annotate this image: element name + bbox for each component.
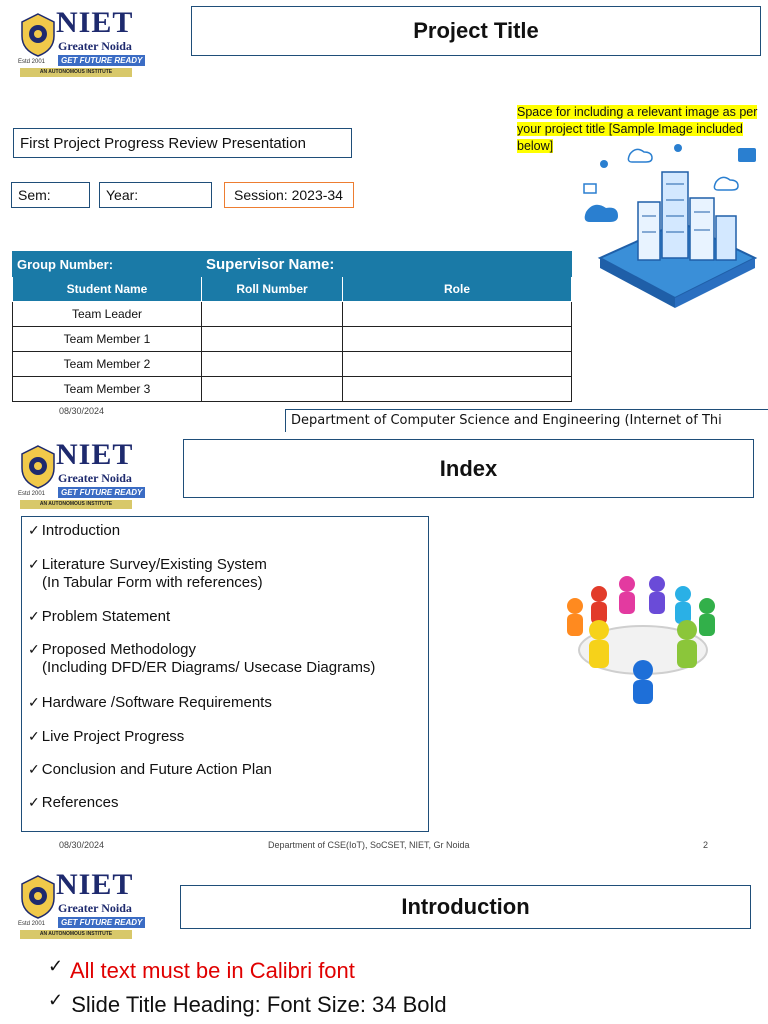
list-item[interactable] bbox=[48, 990, 447, 1018]
slide1-date: 08/30/2024 bbox=[59, 406, 105, 416]
index-title-box[interactable] bbox=[183, 439, 754, 498]
logo-autonomous: AN AUTONOMOUS INSTITUTE bbox=[20, 500, 132, 509]
list-item-label: References bbox=[41, 794, 119, 811]
smart-city-illustration bbox=[580, 140, 762, 320]
row-label: Team Member 2 bbox=[13, 352, 202, 377]
intro-title-box[interactable] bbox=[180, 885, 751, 929]
list-item-sub bbox=[42, 574, 263, 592]
sem-label: Sem: bbox=[18, 187, 51, 203]
table-row bbox=[13, 302, 572, 327]
table-row bbox=[13, 327, 572, 352]
supervisor-label: Supervisor Name: bbox=[202, 252, 572, 277]
check-icon: ✓ bbox=[28, 556, 40, 572]
check-icon: ✓ bbox=[28, 522, 40, 538]
list-item[interactable] bbox=[28, 555, 267, 574]
session-label: Session: 2023-34 bbox=[234, 187, 343, 203]
check-icon: ✓ bbox=[48, 956, 64, 976]
sem-field[interactable] bbox=[11, 182, 90, 208]
image-note-text: Space for including a relevant image as per your project title [Sample Image included below] bbox=[517, 105, 758, 153]
table-row bbox=[13, 377, 572, 402]
logo-estd: Estd 2001 bbox=[18, 491, 46, 497]
check-icon: ✓ bbox=[28, 608, 40, 624]
slide-3 bbox=[0, 858, 768, 1024]
session-field[interactable] bbox=[224, 182, 354, 208]
list-item-label: Live Project Progress bbox=[41, 728, 185, 745]
year-field[interactable] bbox=[99, 182, 212, 208]
logo-autonomous: AN AUTONOMOUS INSTITUTE bbox=[20, 68, 132, 77]
logo-name: NIET bbox=[56, 438, 134, 471]
list-item-sub bbox=[42, 659, 375, 677]
list-item-label: Hardware /Software Requirements bbox=[41, 694, 272, 711]
list-item[interactable] bbox=[28, 640, 196, 659]
list-item-label: All text must be in Calibri font bbox=[70, 958, 355, 983]
page-title: Index bbox=[439, 456, 498, 481]
slide-2 bbox=[0, 432, 768, 858]
logo-name: NIET bbox=[56, 868, 134, 901]
role-cell[interactable] bbox=[343, 327, 572, 352]
logo-city: Greater Noida bbox=[58, 39, 132, 53]
row-label: Team Member 1 bbox=[13, 327, 202, 352]
check-icon: ✓ bbox=[28, 761, 40, 777]
col-roll-number: Roll Number bbox=[202, 277, 343, 302]
slide-1 bbox=[0, 0, 768, 432]
group-number-label: Group Number: bbox=[13, 252, 202, 277]
check-icon: ✓ bbox=[28, 728, 40, 744]
role-cell[interactable] bbox=[343, 352, 572, 377]
row-label: Team Leader bbox=[13, 302, 202, 327]
project-title-box[interactable] bbox=[191, 6, 761, 56]
list-item[interactable] bbox=[48, 956, 355, 984]
check-icon: ✓ bbox=[28, 641, 40, 657]
year-label: Year: bbox=[106, 187, 139, 203]
logo-estd: Estd 2001 bbox=[18, 59, 46, 65]
crest-icon bbox=[20, 12, 56, 58]
list-item[interactable] bbox=[28, 727, 184, 746]
review-label-box[interactable] bbox=[13, 128, 352, 158]
roll-cell[interactable] bbox=[202, 302, 343, 327]
list-item-label: (Including DFD/ER Diagrams/ Usecase Diagrams) bbox=[42, 659, 376, 676]
index-list bbox=[21, 516, 429, 832]
crest-icon bbox=[20, 874, 56, 920]
table-row bbox=[13, 352, 572, 377]
slide2-page-number: 2 bbox=[703, 840, 709, 850]
department-box bbox=[285, 409, 768, 432]
slide2-date: 08/30/2024 bbox=[59, 840, 105, 850]
check-icon: ✓ bbox=[28, 694, 40, 710]
list-item-label: Literature Survey/Existing System bbox=[41, 556, 267, 573]
list-item-label: Proposed Methodology bbox=[41, 641, 197, 658]
logo-tagline: GET FUTURE READY bbox=[58, 917, 145, 928]
group-table bbox=[12, 251, 572, 402]
niet-logo bbox=[14, 438, 143, 510]
roll-cell[interactable] bbox=[202, 327, 343, 352]
logo-city: Greater Noida bbox=[58, 471, 132, 485]
check-icon: ✓ bbox=[28, 794, 40, 810]
list-item[interactable] bbox=[28, 793, 118, 812]
logo-tagline: GET FUTURE READY bbox=[58, 55, 145, 66]
list-item[interactable] bbox=[28, 607, 170, 626]
role-cell[interactable] bbox=[343, 302, 572, 327]
slide2-footer: Department of CSE(IoT), SoCSET, NIET, Gr Noida bbox=[268, 840, 470, 850]
row-label: Team Member 3 bbox=[13, 377, 202, 402]
list-item-label: Problem Statement bbox=[41, 608, 171, 625]
roll-cell[interactable] bbox=[202, 377, 343, 402]
crest-icon bbox=[20, 444, 56, 490]
role-cell[interactable] bbox=[343, 377, 572, 402]
page-title: Introduction bbox=[401, 894, 530, 919]
page-title: Project Title bbox=[413, 18, 539, 43]
list-item[interactable] bbox=[28, 760, 272, 779]
col-role: Role bbox=[343, 277, 572, 302]
list-item[interactable] bbox=[28, 521, 120, 540]
department-text: Department of Computer Science and Engineering (Internet of Thi bbox=[291, 413, 722, 428]
list-item-label: (In Tabular Form with references) bbox=[42, 574, 263, 591]
logo-name: NIET bbox=[56, 6, 134, 39]
team-meeting-illustration bbox=[555, 572, 725, 707]
list-item-label: Introduction bbox=[41, 522, 121, 539]
logo-city: Greater Noida bbox=[58, 901, 132, 915]
roll-cell[interactable] bbox=[202, 352, 343, 377]
check-icon: ✓ bbox=[48, 990, 64, 1010]
list-item-label: Slide Title Heading: Font Size: 34 Bold bbox=[71, 992, 447, 1017]
niet-logo bbox=[14, 6, 143, 78]
logo-estd: Estd 2001 bbox=[18, 921, 46, 927]
niet-logo bbox=[14, 868, 143, 940]
logo-autonomous: AN AUTONOMOUS INSTITUTE bbox=[20, 930, 132, 939]
col-student-name: Student Name bbox=[13, 277, 202, 302]
list-item-label: Conclusion and Future Action Plan bbox=[41, 761, 272, 778]
list-item[interactable] bbox=[28, 693, 272, 712]
review-label: First Project Progress Review Presentation bbox=[20, 134, 306, 152]
logo-tagline: GET FUTURE READY bbox=[58, 487, 145, 498]
